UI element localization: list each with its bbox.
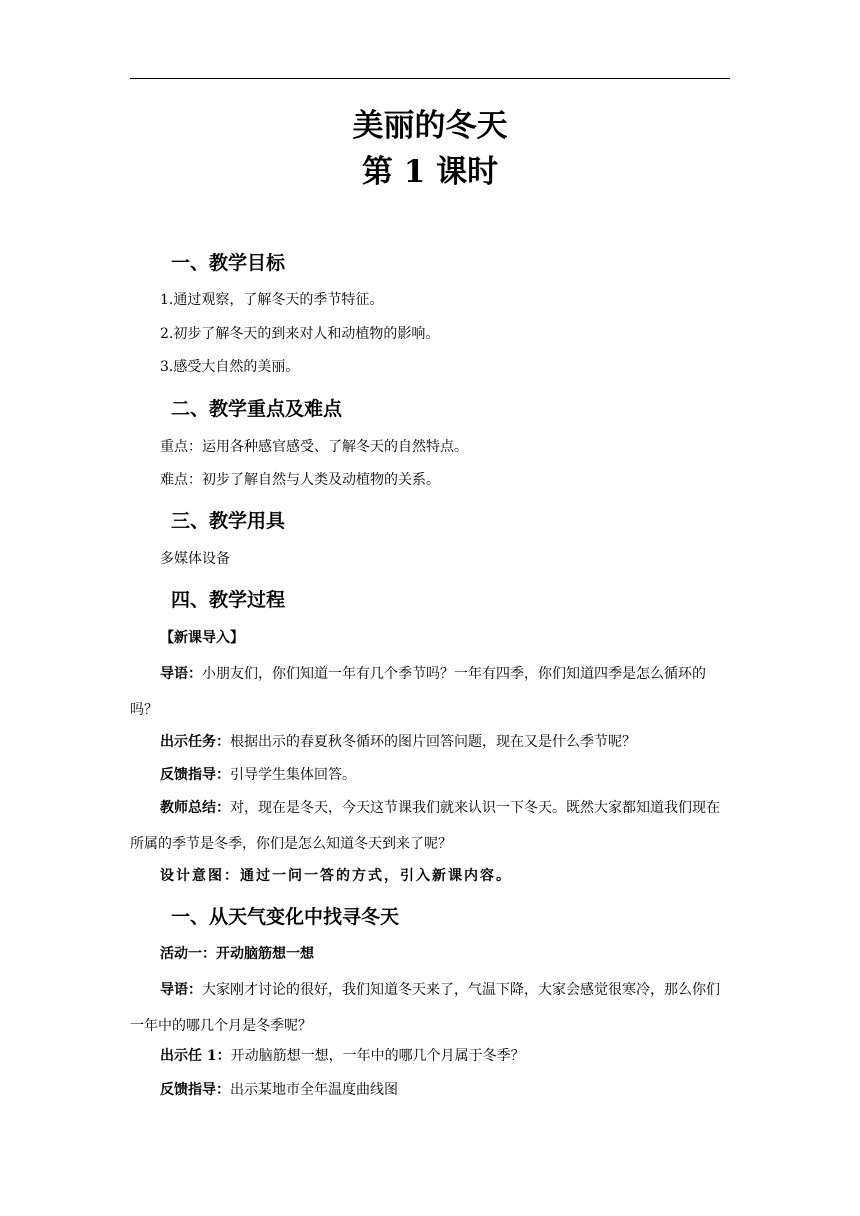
keypoint-1: 重点：运用各种感官感受、了解冬天的自然特点。 (160, 439, 468, 455)
paragraph-label: 出示任务： (160, 734, 230, 750)
paragraph-label: 导语： (160, 666, 202, 682)
paragraph-text: 根据出示的春夏秋冬循环的图片回答问题，现在又是什么季节呢？ (230, 734, 636, 750)
paragraph-summary (130, 790, 730, 862)
paragraph-task-2 (160, 1046, 525, 1066)
paragraph-guide (130, 656, 730, 728)
doc-title: 美丽的冬天 (352, 108, 508, 144)
intro-heading: 【新课导入】 (160, 630, 244, 646)
paragraph-text: 开动脑筋想一想，一年中的哪几个月属于冬季？ (230, 1048, 525, 1064)
paragraph-feedback-2 (160, 1080, 398, 1100)
objective-2: 2.初步了解冬天的到来对人和动植物的影响。 (160, 326, 440, 342)
heading-tools: 三、教学用具 (171, 510, 286, 532)
objective-1: 1.通过观察，了解冬天的季节特征。 (160, 292, 384, 308)
paragraph-task (160, 732, 636, 752)
paragraph-text: 小朋友们，你们知道一年有几个季节吗？一年有四季，你们知道四季是怎么循环的吗？ (130, 666, 706, 718)
heading-process: 四、教学过程 (171, 589, 286, 611)
paragraph-label: 反馈指导： (160, 767, 230, 783)
activity-heading: 活动一：开动脑筋想一想 (160, 946, 314, 962)
design-intent: 设计意图：通过一问一答的方式，引入新课内容。 (160, 868, 512, 884)
heading-weather: 一、从天气变化中找寻冬天 (171, 906, 400, 928)
tool-1: 多媒体设备 (160, 551, 230, 567)
objective-3: 3.感受大自然的美丽。 (160, 359, 300, 375)
paragraph-text: 对，现在是冬天，今天这节课我们就来认识一下冬天。既然大家都知道我们现在所属的季节是冬季，你们是怎么知道冬天到来了呢？ (130, 800, 720, 852)
paragraph-label: 出示任 1： (160, 1048, 231, 1064)
paragraph-guide-2 (130, 972, 730, 1044)
paragraph-feedback (160, 765, 356, 785)
doc-subtitle: 第 1 课时 (361, 154, 499, 190)
paragraph-text: 引导学生集体回答。 (230, 767, 356, 783)
paragraph-label: 教师总结： (160, 800, 230, 816)
paragraph-text: 出示某地市全年温度曲线图 (230, 1082, 398, 1098)
keypoint-2: 难点：初步了解自然与人类及动植物的关系。 (160, 472, 440, 488)
header-rule (130, 78, 730, 79)
paragraph-label: 导语： (160, 982, 202, 998)
heading-objectives: 一、教学目标 (171, 252, 286, 274)
paragraph-label: 反馈指导： (160, 1082, 230, 1098)
paragraph-text: 大家刚才讨论的很好，我们知道冬天来了，气温下降，大家会感觉很寒冷，那么你们一年中的哪几个月是冬季呢？ (130, 982, 720, 1034)
heading-keypoints: 二、教学重点及难点 (171, 398, 343, 420)
